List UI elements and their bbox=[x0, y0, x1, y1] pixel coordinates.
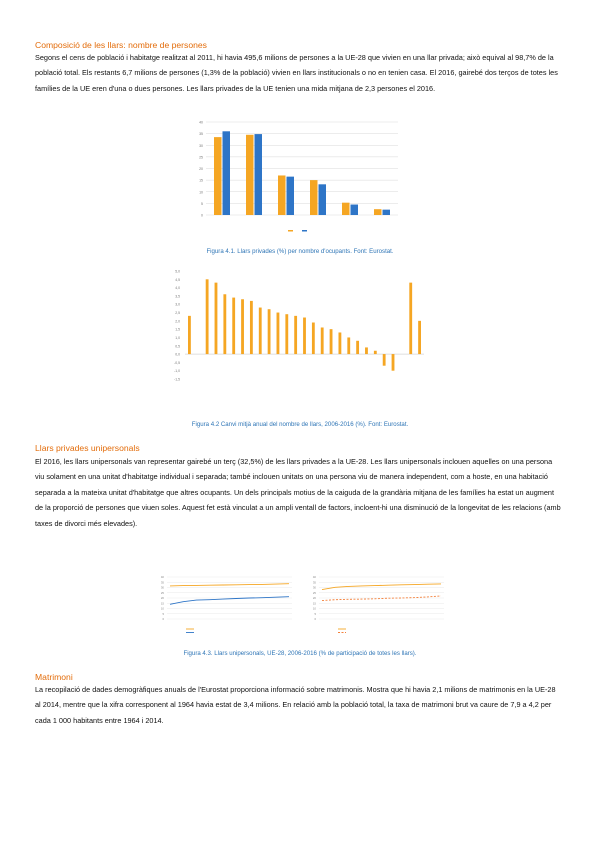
bar bbox=[418, 321, 421, 354]
section-heading-single-person: Llars privades unipersonals bbox=[35, 443, 140, 453]
bar bbox=[223, 131, 231, 215]
bar bbox=[241, 299, 244, 354]
y-tick-label: 1,0 bbox=[175, 335, 180, 340]
bar bbox=[356, 341, 359, 354]
y-tick-label: 5 bbox=[162, 611, 164, 616]
paragraph-composition: Segons el cens de població i habitatge realitzat al 2011, hi havia 495,6 milions de persones a la UE-28 que vivien en una llar privada; això equival al 98,7% de la població total. Els restants 6,7 milions de persones (1,3% de la població) vivien en llars institucionals o no en tenien casa. El 2016, gairebé dos terços de totes les famílies de la UE eren d'una o dues persones. Les llars privades de la UE tenien una mida mitjana de 2,3 persones el 2016. bbox=[35, 53, 558, 93]
section-heading-composition: Composició de les llars: nombre de persones bbox=[35, 40, 207, 50]
legend-swatch bbox=[302, 230, 307, 232]
y-tick-label: 10 bbox=[160, 606, 164, 611]
y-tick-label: 25 bbox=[199, 155, 203, 160]
paragraph-single-person: El 2016, les llars unipersonals van representar gairebé un terç (32,5%) de les llars privades a la UE-28. Les llars unipersonals inclouen aquelles on una persona viu solament en una unitat d'habitatge individual i separada; també inclouen unitats on una persona viu de manera independent, com a hoste, en una habitació separada a la mateixa unitat d'habitatge que altres ocupants. Un dels principals motius de la caiguda de la grandària mitjana de les famílies ha estat un augment de la proporció de persones que viuen soles. Aquest fet està vinculat a un ampli ventall de factors, incloent-hi una disminució de la longevitat de les relacions (amb taxes de divorci més elevades). bbox=[35, 457, 561, 528]
bar bbox=[246, 135, 254, 215]
y-tick-label: 35 bbox=[312, 580, 316, 585]
bar bbox=[365, 347, 368, 354]
y-tick-label: 3,0 bbox=[175, 302, 180, 307]
bar bbox=[278, 175, 286, 215]
y-tick-label: 0,0 bbox=[175, 352, 180, 357]
bar bbox=[188, 316, 191, 354]
y-tick-label: 10 bbox=[199, 190, 203, 195]
bar bbox=[223, 294, 226, 354]
bar bbox=[374, 209, 382, 215]
y-tick-label: 30 bbox=[160, 585, 164, 590]
y-tick-label: -1,0 bbox=[174, 369, 180, 374]
y-tick-label: 40 bbox=[312, 575, 316, 580]
bar bbox=[206, 279, 209, 354]
y-tick-label: -1,5 bbox=[174, 377, 180, 382]
series-line bbox=[322, 596, 441, 601]
bar bbox=[351, 205, 359, 215]
y-tick-label: 35 bbox=[199, 132, 203, 137]
y-tick-label: 10 bbox=[312, 606, 316, 611]
bar bbox=[338, 332, 341, 354]
y-tick-label: 0,5 bbox=[175, 344, 180, 349]
bar bbox=[319, 184, 327, 215]
bar bbox=[232, 298, 235, 354]
y-tick-label: 25 bbox=[312, 590, 316, 595]
y-tick-label: 4,5 bbox=[175, 277, 180, 282]
bar bbox=[321, 327, 324, 354]
y-tick-label: 15 bbox=[160, 601, 164, 606]
y-tick-label: 0 bbox=[162, 617, 164, 622]
bar bbox=[347, 337, 350, 354]
bar bbox=[303, 318, 306, 355]
bar bbox=[277, 313, 280, 355]
y-tick-label: 20 bbox=[312, 596, 316, 601]
bar bbox=[259, 308, 262, 355]
chart-single-person-left bbox=[150, 572, 296, 640]
series-line bbox=[322, 584, 441, 590]
chart-household-change bbox=[172, 265, 428, 410]
y-tick-label: 25 bbox=[160, 590, 164, 595]
figure-caption-4-2: Figura 4.2 Canvi mitjà anual del nombre de llars, 2006-2016 (%). Font: Eurostat. bbox=[191, 421, 409, 428]
y-tick-label: 15 bbox=[312, 601, 316, 606]
bar bbox=[255, 134, 263, 215]
bar bbox=[342, 203, 350, 215]
bar bbox=[214, 137, 222, 215]
y-tick-label: 0 bbox=[201, 213, 203, 218]
y-tick-label: 5 bbox=[201, 201, 203, 206]
y-tick-label: 40 bbox=[160, 575, 164, 580]
section-heading-marriage: Matrimoni bbox=[35, 672, 73, 682]
bar bbox=[287, 177, 295, 215]
y-tick-label: 2,0 bbox=[175, 319, 180, 324]
bar bbox=[409, 283, 412, 354]
bar bbox=[383, 210, 391, 215]
figure-caption-4-1: Figura 4.1. Llars privades (%) per nombre d'ocupants. Font: Eurostat. bbox=[206, 248, 394, 255]
y-tick-label: 4,0 bbox=[175, 286, 180, 291]
bar bbox=[312, 323, 315, 355]
y-tick-label: 20 bbox=[199, 167, 203, 171]
y-tick-label: 3,5 bbox=[175, 294, 180, 299]
y-tick-label: 5 bbox=[314, 611, 316, 616]
bar bbox=[285, 314, 288, 354]
y-tick-label: 5,0 bbox=[175, 269, 180, 274]
bar bbox=[215, 283, 218, 354]
y-tick-label: 30 bbox=[199, 143, 203, 148]
bar bbox=[250, 301, 253, 354]
y-tick-label: 40 bbox=[199, 120, 203, 125]
bar bbox=[392, 354, 395, 371]
y-tick-label: 35 bbox=[160, 580, 164, 585]
bar bbox=[268, 309, 271, 354]
paragraph-marriage: La recopilació de dades demogràfiques anuals de l'Eurostat proporciona informació sobre matrimonis. Mostra que hi havia 2,1 milions de matrimonis en la UE-28 al 2014, mentre que la xifra corresponent al 1964 havia estat de 3,4 milions. En relació amb la població total, la taxa de matrimoni brut va caure de 7,9 a 4,2 per cada 1 000 habitants entre 1964 i 2014. bbox=[35, 685, 556, 725]
bar bbox=[330, 329, 333, 354]
legend-swatch bbox=[288, 230, 293, 232]
bar bbox=[374, 351, 377, 354]
y-tick-label: 0 bbox=[314, 617, 316, 622]
y-tick-label: 30 bbox=[312, 585, 316, 590]
series-line bbox=[170, 584, 289, 586]
figure-caption-4-3: Figura 4.3. Llars unipersonals, UE-28, 2006-2016 (% de participació de totes les llars). bbox=[183, 650, 417, 657]
bar bbox=[294, 316, 297, 354]
y-tick-label: 1,5 bbox=[175, 327, 180, 332]
bar bbox=[383, 354, 386, 366]
chart-household-size bbox=[194, 118, 404, 246]
y-tick-label: 15 bbox=[199, 178, 203, 183]
y-tick-label: 2,5 bbox=[175, 311, 180, 316]
bar bbox=[310, 180, 318, 215]
y-tick-label: -0,5 bbox=[174, 360, 180, 365]
chart-single-person-right bbox=[302, 572, 448, 640]
y-tick-label: 20 bbox=[160, 596, 164, 601]
